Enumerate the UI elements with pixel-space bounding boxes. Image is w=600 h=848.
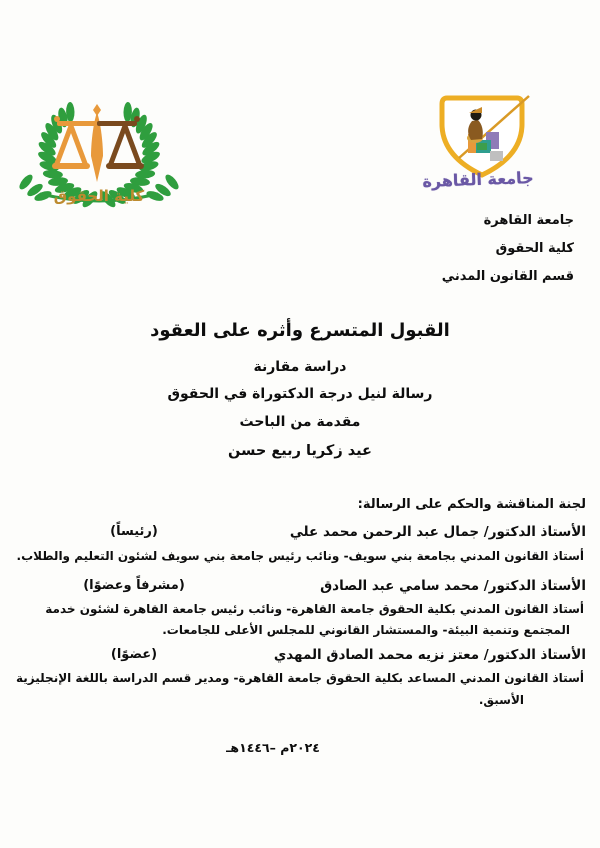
degree-line: رسالة لنيل درجة الدكتوراة في الحقوق bbox=[167, 386, 433, 402]
member-description-line: أستاذ القانون المدني المساعد بكلية الحقوق جامعة القاهرة- ومدير قسم الدراسة باللغة الإنجليزية bbox=[16, 671, 584, 685]
member-description-line: الأسبق. bbox=[478, 693, 524, 707]
law-faculty-caption: كلية الحقوق bbox=[53, 187, 145, 205]
member-name: الأستاذ الدكتور/ معتز نزيه محمد الصادق المهدي bbox=[273, 647, 586, 663]
scales-hook-right bbox=[134, 116, 140, 122]
member-description-line: أستاذ القانون المدني بجامعة بني سويف- ونائب رئيس جامعة بني سويف لشئون التعليم والطلاب. bbox=[16, 549, 584, 563]
study-type-line: دراسة مقارنة bbox=[253, 359, 347, 375]
scales-crossbar-right bbox=[97, 121, 137, 126]
member-role: (عضوًا) bbox=[110, 647, 158, 662]
scribe-seat-inner bbox=[477, 143, 487, 150]
member-name: الأستاذ الدكتور/ محمد سامي عبد الصادق bbox=[320, 578, 586, 594]
scales-hook-left bbox=[54, 116, 60, 122]
faculty-of-law-logo bbox=[19, 100, 181, 212]
member-description-line: المجتمع وتنمية البيئة- والمستشار القانوني للمجلس الأعلى للجامعات. bbox=[162, 623, 570, 637]
faculty-name-line: كلية الحقوق bbox=[495, 241, 574, 256]
scribe-footblock bbox=[490, 151, 503, 161]
committee-heading: لجنة المناقشة والحكم على الرسالة: bbox=[357, 497, 586, 512]
university-name-line: جامعة القاهرة bbox=[483, 213, 574, 228]
cairo-university-calligraphy: جامعة القاهرة bbox=[422, 168, 534, 191]
member-description-line: أستاذ القانون المدني بكلية الحقوق جامعة القاهرة- ونائب رئيس جامعة القاهرة لشئون خدمة bbox=[45, 602, 584, 616]
scales-pan-left-base bbox=[52, 163, 90, 169]
researcher-name: عيد زكريا ربيع حسن bbox=[228, 443, 372, 459]
date-line: ٢٠٢٤م –١٤٤٦هـ bbox=[226, 740, 320, 755]
member-name: الأستاذ الدكتور/ جمال عبد الرحمن محمد علي bbox=[289, 524, 586, 540]
member-role: (مشرفاً وعضوًا) bbox=[83, 578, 185, 593]
thesis-title: القبول المتسرع وأثره على العقود bbox=[150, 320, 450, 341]
member-role: (رئيساً) bbox=[110, 524, 158, 539]
scales-crossbar-left bbox=[57, 121, 97, 126]
presented-by-line: مقدمة من الباحث bbox=[239, 414, 361, 430]
department-name-line: قسم القانون المدني bbox=[441, 269, 574, 284]
scales-pan-right-base bbox=[106, 163, 144, 169]
scales-pan-right bbox=[110, 126, 140, 166]
